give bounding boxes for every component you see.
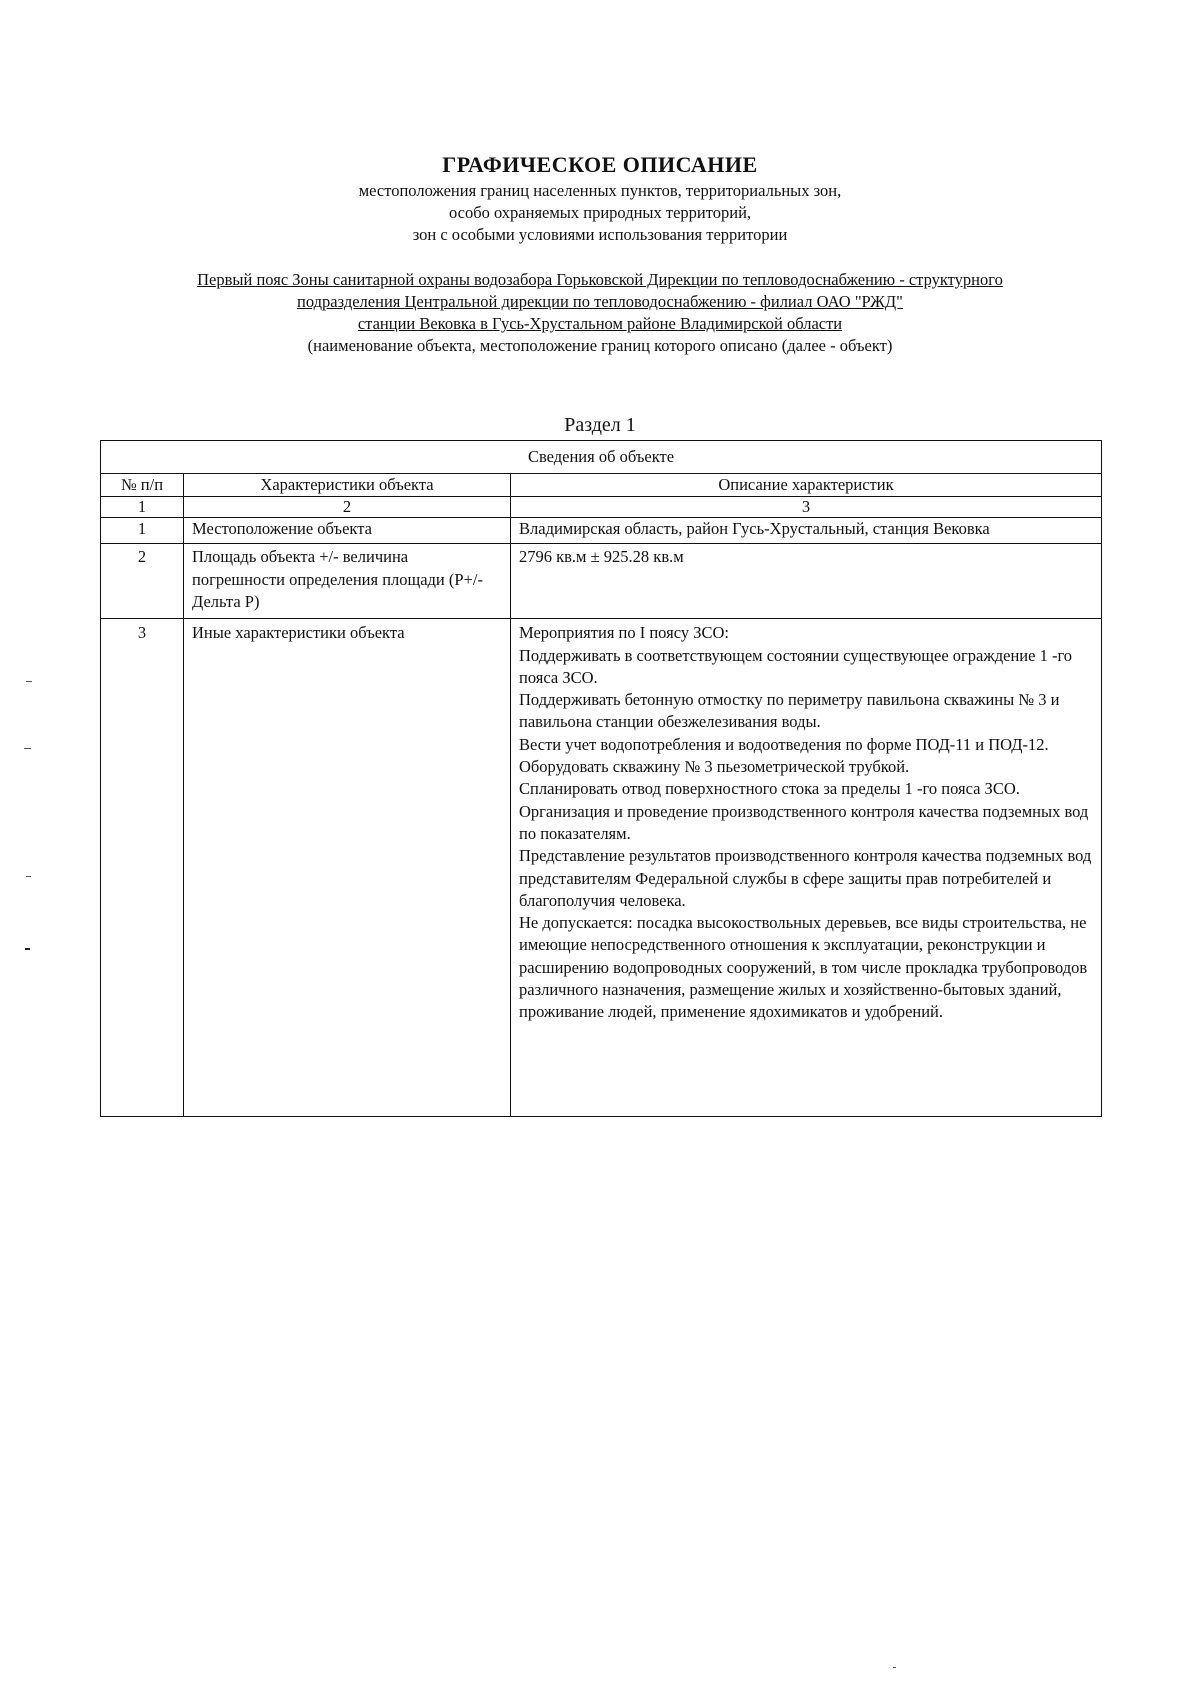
description-item: Представление результатов производственного контроля качества подземных вод представителям Федеральной службы в сфере защиты прав потребителей и благополучия человека. (519, 846, 1092, 910)
scan-mark (893, 1667, 896, 1668)
column-header-description: Описание характеристик (511, 474, 1102, 497)
row-description (511, 619, 1102, 1117)
row-description (511, 544, 1102, 619)
description-item: Поддерживать в соответствующем состоянии существующее ограждение 1 -го пояса ЗСО. (519, 645, 1073, 687)
scan-mark (25, 948, 30, 950)
description-item: Не допускается: посадка высокоствольных деревьев, все виды строительства, не имеющие непосредственного отношения к эксплуатации, реконструкции и расширению водопроводных сооружений, в том числе прокладка трубопроводов различного назначения, размещение жилых и хозяйственно-бытовых зданий, проживание людей, применение ядохимикатов и удобрений. (519, 913, 1088, 1022)
object-name-note: (наименование объекта, местоположение границ которого описано (далее - объект) (307, 336, 893, 355)
description-item: Владимирская область, район Гусь-Хрустальный, станция Вековка (519, 519, 990, 539)
scan-mark (26, 681, 32, 682)
column-number: 1 (101, 497, 184, 518)
column-header-number: № п/п (101, 474, 184, 497)
row-number: 2 (101, 544, 184, 619)
row-number: 3 (101, 619, 184, 1117)
scan-mark (24, 748, 31, 749)
description-item: Мероприятия по I поясу ЗСО: (519, 623, 729, 643)
description-item: 2796 кв.м ± 925.28 кв.м (519, 547, 684, 567)
column-number: 2 (184, 497, 511, 518)
document-title: ГРАФИЧЕСКОЕ ОПИСАНИЕ (442, 152, 758, 177)
description-item: Вести учет водопотребления и водоотведения по форме ПОД-11 и ПОД-12. (519, 734, 1049, 754)
column-header-characteristic: Характеристики объекта (184, 474, 511, 497)
row-number: 1 (101, 518, 184, 544)
description-item: Организация и проведение производственного контроля качества подземных вод по показателям. (519, 801, 1089, 843)
row-characteristic: Иные характеристики объекта (184, 619, 511, 1117)
row-description (511, 518, 1102, 544)
object-name-line: станции Вековка в Гусь-Хрустальном районе Владимирской области (357, 314, 843, 333)
description-item: Поддерживать бетонную отмостку по периметру павильона скважины № 3 и павильона станции обезжелезивания воды. (519, 690, 1060, 732)
table-row (101, 544, 1102, 619)
description-item: Оборудовать скважину № 3 пьезометрической трубкой. (519, 757, 910, 777)
object-info-table (100, 440, 1102, 1117)
table-row (101, 619, 1102, 1117)
section-title: Раздел 1 (564, 414, 636, 436)
row-characteristic: Площадь объекта +/- величина погрешности определения площади (Р+/- Дельта Р) (184, 544, 511, 619)
description-item: Спланировать отвод поверхностного стока за пределы 1 -го пояса ЗСО. (519, 779, 1020, 799)
document-subtitle (0, 180, 1200, 246)
object-name (60, 269, 1140, 357)
subtitle-line: местоположения границ населенных пунктов, территориальных зон, (358, 181, 842, 200)
table-row (101, 518, 1102, 544)
subtitle-line: особо охраняемых природных территорий, (448, 203, 752, 222)
scan-mark (26, 876, 31, 877)
subtitle-line: зон с особыми условиями использования территории (412, 225, 788, 244)
table-title: Сведения об объекте (101, 441, 1102, 474)
row-characteristic: Местоположение объекта (184, 518, 511, 544)
column-number: 3 (511, 497, 1102, 518)
object-name-line: Первый пояс Зоны санитарной охраны водозабора Горьковской Дирекции по тепловодоснабжению - структурного (197, 270, 1003, 289)
object-name-line: подразделения Центральной дирекции по тепловодоснабжению - филиал ОАО "РЖД" (297, 292, 903, 311)
